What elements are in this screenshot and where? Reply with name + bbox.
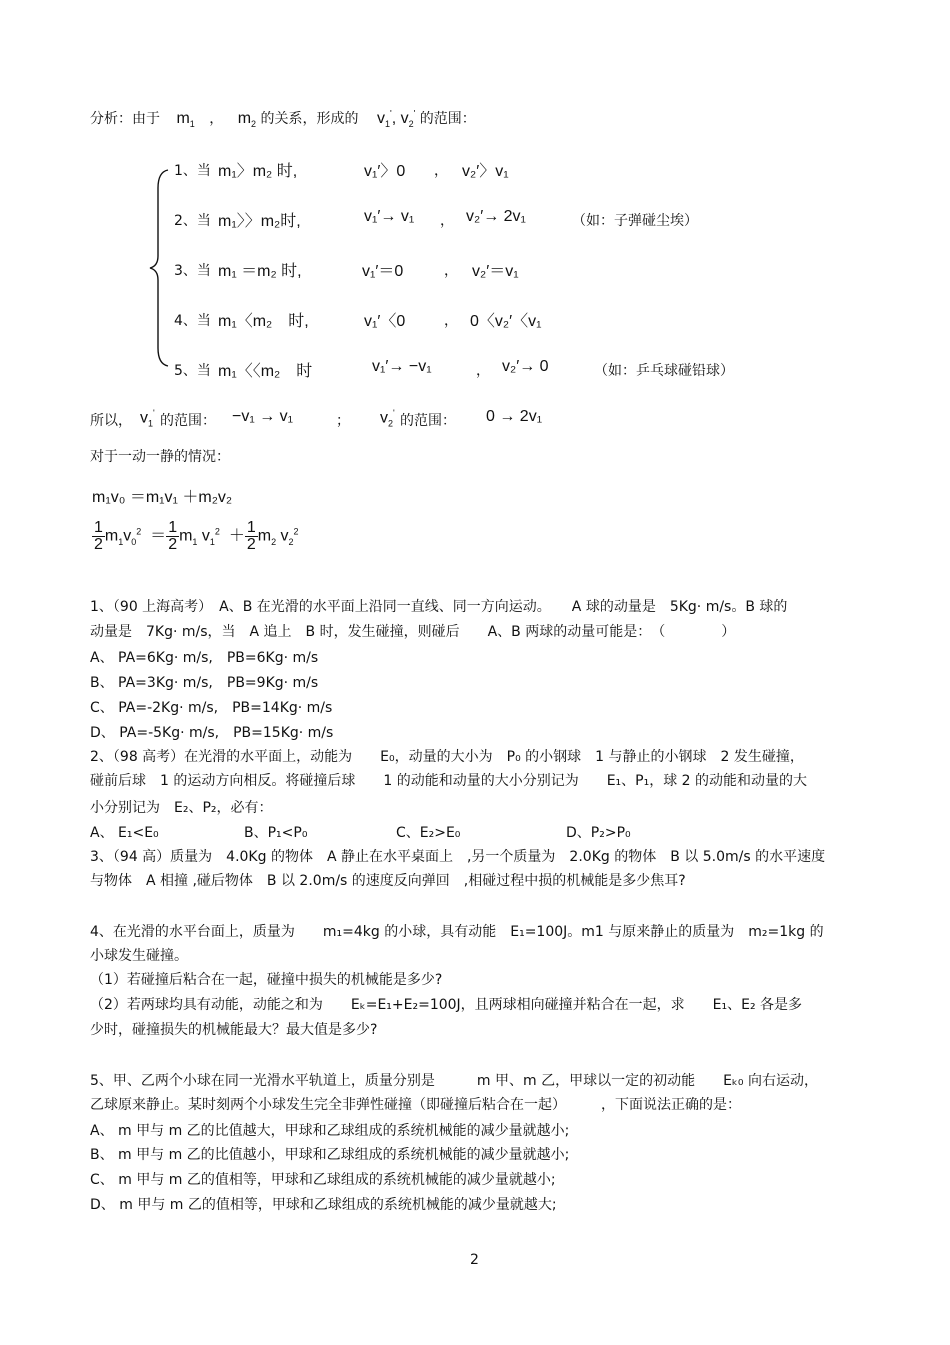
problem-1-line-2: 动量是 7Kg· m/s，当 A 追上 B 时，发生碰撞，则碰后 A、B 两球的动量可能是： （ ） [90, 624, 736, 640]
fraction-half: $\frac{1}{2}$ [246, 519, 256, 553]
case-v1: v₁′→ v₁ [364, 208, 415, 225]
problem-2-option-c: C、E₂>E₀ [396, 825, 461, 841]
problem-2-line-2: 碰前后球 1 的运动方向相反。将碰撞后球 1 的动能和动量的大小分别记为 E₁、P₁，球 2 的动能和动量的大 [90, 773, 808, 789]
case-separator: ， [444, 313, 458, 329]
case-v2: v₂′〉v₁ [462, 163, 509, 180]
problem-4-question-2-line-1: （2）若两球均具有动能，动能之和为 Eₖ=E₁+E₂=100J，且两球相向碰撞并粘合在一起，求 E₁、E₂ 各是多 [90, 997, 803, 1013]
problem-5-line-1: 5、甲、乙两个小球在同一光滑水平轨道上，质量分别是 m 甲、m 乙，甲球以一定的初动能 Eₖ₀ 向右运动， [90, 1073, 818, 1089]
problem-4-line-2: 小球发生碰撞。 [90, 948, 188, 964]
v1-range: −v₁ → v₁ [232, 408, 294, 425]
analysis-comma: ， [209, 111, 224, 127]
problem-1-option-a: A、 PA=6Kg· m/s, PB=6Kg· m/s [90, 650, 319, 666]
problem-2-option-d: D、P₂>P₀ [566, 825, 631, 841]
problem-5-line-2: 乙球原来静止。某时刻两个小球发生完全非弹性碰撞（即碰撞后粘合在一起） ，下面说法正确的是： [90, 1097, 741, 1113]
m2-letter: m [237, 110, 252, 127]
problem-2-line-3: 小分别记为 E₂、P₂，必有： [90, 800, 273, 816]
v2-prime-symbol: $v_2'$ [380, 408, 395, 429]
case-v1: v₁′→ −v₁ [372, 358, 432, 375]
case-label: 3、当 [174, 263, 211, 279]
case-v1: v₁′＝0 [362, 263, 404, 280]
page-number: 2 [470, 1252, 479, 1268]
static-case-heading: 对于一动一静的情况： [90, 449, 230, 465]
so-range-label-2: 的范围： [400, 413, 456, 429]
fraction-half: $\frac{1}{2}$ [94, 519, 103, 553]
v-prime-pair: $v_1'$, $v_2'$ [376, 108, 416, 130]
so-range-label-1: 的范围： [160, 413, 216, 429]
case-label: 1、当 [174, 163, 211, 179]
problem-1-option-d: D、 PA=-5Kg· m/s, PB=15Kg· m/s [90, 725, 334, 741]
case-label: 2、当 [174, 213, 211, 229]
so-semicolon: ； [336, 413, 350, 429]
analysis-range-text: 的范围： [419, 111, 476, 127]
case-v2: v₂′→ 0 [502, 358, 549, 375]
case-condition: m₁〈m₂ 时, [218, 313, 309, 330]
case-separator: ， [444, 263, 458, 279]
problem-4-line-1: 4、在光滑的水平台面上，质量为 m₁=4kg 的小球，具有动能 E₁=100J。m1 与原来静止的质量为 m₂=1kg 的 [90, 924, 824, 940]
v2-range: 0 → 2v₁ [486, 408, 543, 425]
analysis-relation-text: 的关系，形成的 [260, 111, 359, 127]
problem-2-option-a: A、 E₁<E₀ [90, 825, 159, 841]
problem-1-line-1: 1、（90 上海高考） A、B 在光滑的水平面上沿同一直线、同一方向运动。 A 球的动量是 5Kg· m/s。B 球的 [90, 599, 788, 615]
case-condition: m₁〈〈m₂ 时 [218, 363, 313, 380]
problem-5-option-d: D、 m 甲与 m 乙的值相等，甲球和乙球组成的系统机械能的减少量就越大; [90, 1197, 557, 1213]
case-condition: m₁〉m₂ 时, [218, 163, 298, 180]
m1-symbol: $m_1$ [176, 110, 195, 130]
case-note: （如：子弹碰尘埃） [572, 213, 698, 229]
case-note: （如：乒乓球碰铅球） [594, 363, 734, 379]
case-v1: v₁′〈0 [364, 313, 406, 330]
problem-2-option-b: B、P₁<P₀ [244, 825, 308, 841]
fraction-half: $\frac{1}{2}$ [168, 519, 178, 553]
case-label: 4、当 [174, 313, 211, 329]
momentum-equation: m₁v₀ ＝m₁v₁ ＋m₂v₂ [92, 489, 233, 506]
case-label: 5、当 [174, 363, 211, 379]
analysis-line [90, 108, 476, 129]
problem-5-option-c: C、 m 甲与 m 乙的值相等，甲球和乙球组成的系统机械能的减少量就越小; [90, 1172, 556, 1188]
case-v2: 0〈v₂′〈v₁ [470, 313, 542, 330]
case-v1: v₁′〉0 [364, 163, 406, 180]
analysis-intro: 分析：由于 [90, 111, 160, 127]
curly-brace [148, 168, 172, 368]
v1-prime-symbol: $v_1'$ [140, 408, 155, 429]
problem-3-line-1: 3、（94 高）质量为 4.0Kg 的物体 A 静止在水平桌面上 ,另一个质量为 2.0Kg 的物体 B 以 5.0m/s 的水平速度 [90, 849, 826, 865]
problem-1-option-c: C、 PA=-2Kg· m/s, PB=14Kg· m/s [90, 700, 333, 716]
case-separator: ， [434, 163, 448, 179]
case-condition: m₁ ＝m₂ 时, [218, 263, 302, 280]
case-separator: ， [476, 363, 490, 379]
problem-4-question-2-line-2: 少时，碰撞损失的机械能最大？最大值是多少? [90, 1022, 378, 1038]
so-label: 所以， [90, 413, 132, 429]
problem-1-option-b: B、 PA=3Kg· m/s, PB=9Kg· m/s [90, 675, 319, 691]
case-row-1 [174, 160, 211, 180]
problem-5-option-b: B、 m 甲与 m 乙的比值越小，甲球和乙球组成的系统机械能的减少量就越小; [90, 1147, 570, 1163]
m2-symbol: $m_2$ [237, 110, 257, 130]
problem-2-line-1: 2、（98 高考）在光滑的水平面上，动能为 E₀，动量的大小为 P₀ 的小钢球 1 与静止的小钢球 2 发生碰撞， [90, 749, 804, 765]
problem-5-option-a: A、 m 甲与 m 乙的比值越大，甲球和乙球组成的系统机械能的减少量就越小; [90, 1123, 570, 1139]
m1-letter: m [176, 110, 190, 127]
problem-3-line-2: 与物体 A 相撞 ,碰后物体 B 以 2.0m/s 的速度反向弹回 ,相碰过程中损的机械能是多少焦耳? [90, 873, 686, 889]
case-v2: v₂′→ 2v₁ [466, 208, 526, 225]
problem-4-question-1: （1）若碰撞后粘合在一起，碰撞中损失的机械能是多少? [90, 972, 443, 988]
case-v2: v₂′＝v₁ [472, 263, 519, 280]
energy-equation: $\frac{1}{2}$ $m_1v_0^2$ ＝ $\frac{1}{2}$ $m_1$ $v_1^2$ ＋ $\frac{1}{2}$ $m_2$ $v_2^2$ [94, 519, 299, 553]
case-condition: m₁〉〉m₂时, [218, 213, 301, 230]
case-separator: ， [440, 213, 454, 229]
